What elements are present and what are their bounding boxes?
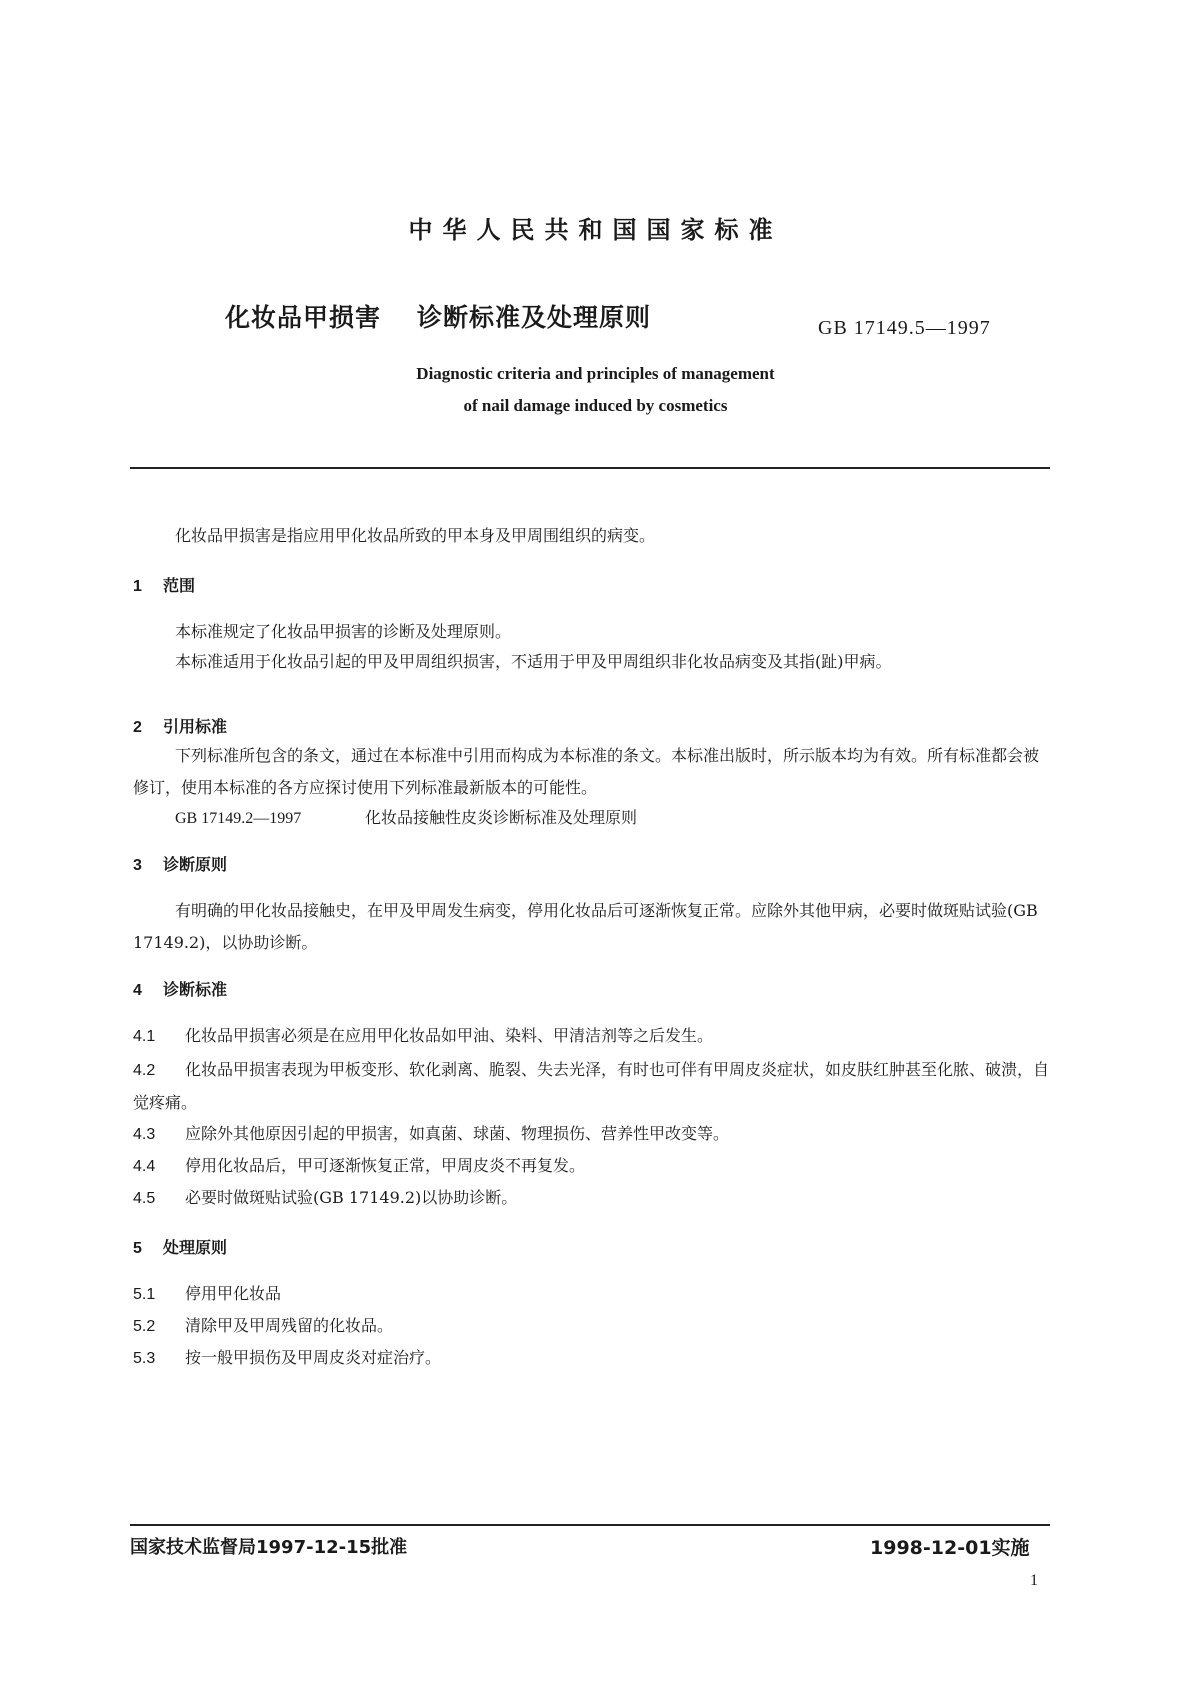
section-3-number: 3 (133, 857, 142, 874)
section-1-heading (133, 573, 195, 596)
item-5-2-text: 清除甲及甲周残留的化妆品。 (185, 1316, 394, 1335)
item-4-5-number: 4.5 (133, 1190, 156, 1207)
section-1-number: 1 (133, 578, 142, 595)
item-5-3-number: 5.3 (133, 1350, 156, 1367)
section-4-heading (133, 977, 227, 1000)
english-title-line1: Diagnostic criteria and principles of management (416, 364, 775, 383)
section-5-heading (133, 1235, 227, 1258)
item-5-3-text: 按一般甲损伤及甲周皮炎对症治疗。 (185, 1348, 442, 1367)
item-4-4-text: 停用化妆品后，甲可逐渐恢复正常，甲周皮炎不再复发。 (185, 1156, 586, 1175)
standard-title (225, 298, 651, 334)
item-4-1-number: 4.1 (133, 1028, 156, 1045)
standard-code: GB 17149.5—1997 (818, 317, 991, 339)
english-title-line2: of nail damage induced by cosmetics (463, 396, 728, 415)
section-4-number: 4 (133, 982, 142, 999)
item-4-4-number: 4.4 (133, 1158, 156, 1175)
page-number: 1 (1030, 1572, 1038, 1589)
section-2-number: 2 (133, 719, 142, 736)
standard-title-part2: 诊断标准及处理原则 (417, 303, 652, 332)
item-5-1-number: 5.1 (133, 1286, 156, 1303)
section-2-title: 引用标准 (163, 717, 228, 736)
item-4-5-text: 必要时做斑贴试验(GB 17149.2)以协助诊断。 (185, 1188, 518, 1207)
reference-code: GB 17149.2—1997 (175, 810, 302, 827)
item-4-3-number: 4.3 (133, 1126, 156, 1143)
section-3-paragraph-1: 有明确的甲化妆品接触史，在甲及甲周发生病变，停用化妆品后可逐渐恢复正常。应除外其他甲病，必要时做斑贴试验(GB 17149.2)，以协助诊断。 (133, 901, 1038, 952)
approval-date: 国家技术监督局1997-12-15批准 (130, 1537, 408, 1558)
section-1-paragraph-1: 本标准规定了化妆品甲损害的诊断及处理原则。 (175, 622, 512, 641)
item-5-2-number: 5.2 (133, 1318, 156, 1335)
item-5-3 (133, 1346, 441, 1371)
section-1-title: 范围 (163, 576, 196, 595)
section-3-heading (133, 852, 227, 875)
item-4-5 (133, 1186, 517, 1211)
section-3-title: 诊断原则 (163, 855, 228, 874)
item-4-3 (133, 1122, 729, 1147)
section-4-title: 诊断标准 (163, 980, 228, 999)
item-4-1-text: 化妆品甲损害必须是在应用甲化妆品如甲油、染料、甲清洁剂等之后发生。 (185, 1026, 714, 1045)
item-4-2 (133, 1054, 1053, 1119)
item-4-4 (133, 1154, 585, 1179)
standard-title-part1: 化妆品甲损害 (225, 303, 382, 332)
item-4-3-text: 应除外其他原因引起的甲损害，如真菌、球菌、物理损伤、营养性甲改变等。 (185, 1124, 730, 1143)
section-2-heading (133, 714, 227, 737)
item-5-1-text: 停用甲化妆品 (185, 1284, 282, 1303)
reference-title: 化妆品接触性皮炎诊断标准及处理原则 (365, 808, 638, 827)
intro-paragraph: 化妆品甲损害是指应用甲化妆品所致的甲本身及甲周围组织的病变。 (175, 526, 656, 545)
item-5-1 (133, 1282, 281, 1307)
item-4-2-number: 4.2 (133, 1062, 156, 1079)
item-5-2 (133, 1314, 393, 1339)
section-5-title: 处理原则 (163, 1238, 228, 1257)
item-4-2-text: 化妆品甲损害表现为甲板变形、软化剥离、脆裂、失去光泽，有时也可伴有甲周皮炎症状，如皮肤红肿甚至化脓、破溃，自觉疼痛。 (133, 1060, 1050, 1112)
section-5-number: 5 (133, 1240, 142, 1257)
section-2-reference (175, 806, 637, 831)
section-2-paragraph-1: 下列标准所包含的条文，通过在本标准中引用而构成为本标准的条文。本标准出版时，所示版本均为有效。所有标准都会被修订，使用本标准的各方应探讨使用下列标准最新版本的可能性。 (133, 746, 1040, 797)
implementation-date: 1998-12-01实施 (870, 1537, 1030, 1559)
footer-divider (130, 1524, 1050, 1526)
item-4-1 (133, 1024, 713, 1049)
section-1-paragraph-2: 本标准适用于化妆品引起的甲及甲周组织损害，不适用于甲及甲周组织非化妆品病变及其指(趾)甲病。 (175, 652, 892, 671)
header-divider (130, 467, 1050, 469)
national-standard-heading: 中华人民共和国国家标准 (408, 216, 783, 244)
